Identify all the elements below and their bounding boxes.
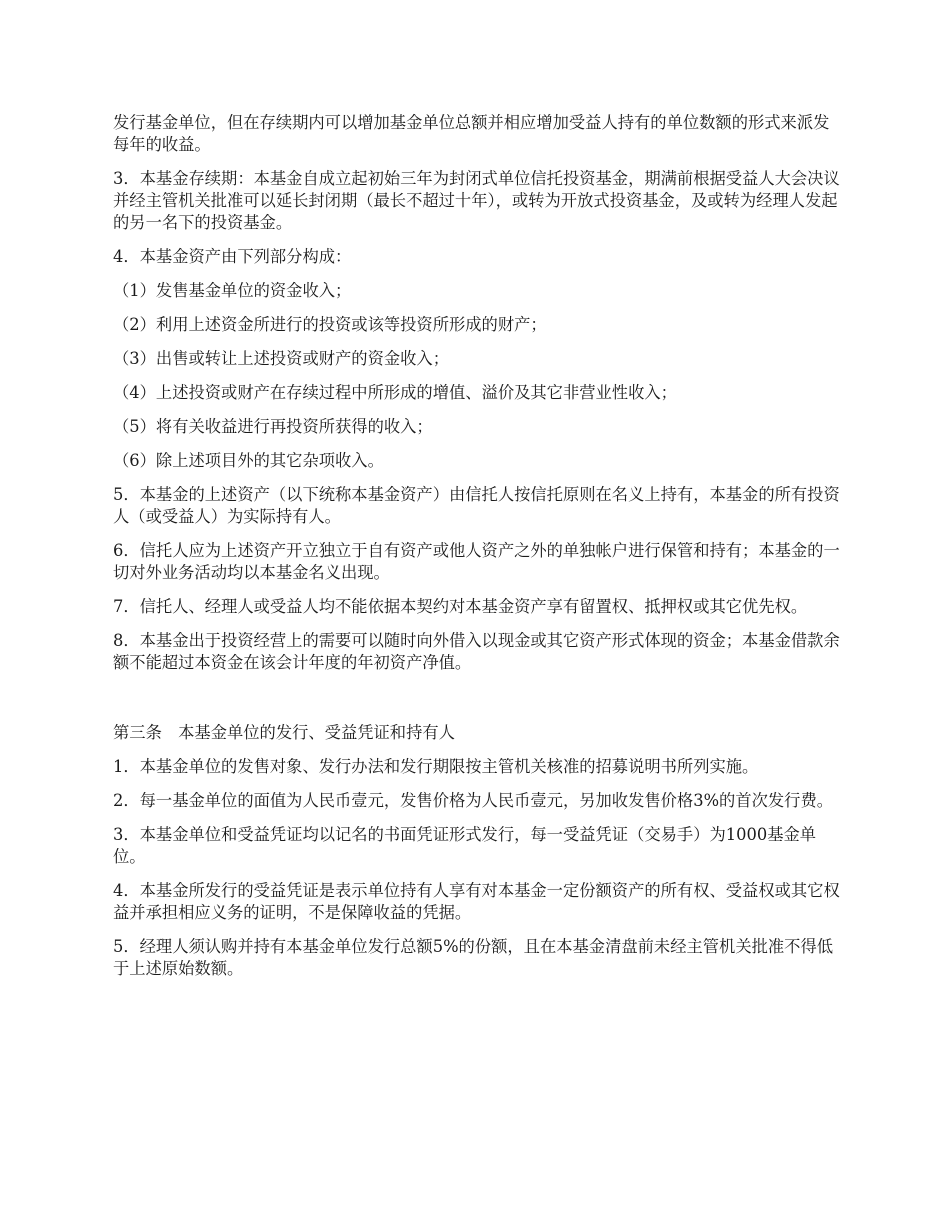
paragraph: 3．本基金存续期：本基金自成立起初始三年为封闭式单位信托投资基金，期满前根据受益人大会决议并经主管机关批准可以延长封闭期（最长不超过十年），或转为开放式投资基金，及或转为经理人发起的另一名下的投资基金。 xyxy=(113,169,840,232)
paragraph: 发行基金单位，但在存续期内可以增加基金单位总额并相应增加受益人持有的单位数额的形式来派发每年的收益。 xyxy=(113,113,830,154)
paragraph: 7．信托人、经理人或受益人均不能依据本契约对本基金资产享有留置权、抵押权或其它优先权。 xyxy=(113,597,808,616)
paragraph: 2．每一基金单位的面值为人民币壹元，发售价格为人民币壹元，另加收发售价格3%的首次发行费。 xyxy=(113,791,834,810)
section-gap xyxy=(113,686,843,722)
list-item: （1）发售基金单位的资金收入； xyxy=(113,281,352,300)
paragraph: 6．信托人应为上述资产开立独立于自有资产或他人资产之外的单独帐户进行保管和持有；本基金的一切对外业务活动均以本基金名义出现。 xyxy=(113,541,840,582)
list-item: （4）上述投资或财产在存续过程中所形成的增值、溢价及其它非营业性收入； xyxy=(113,383,677,402)
list-item: （2）利用上述资金所进行的投资或该等投资所形成的财产； xyxy=(113,315,547,334)
list-item: （3）出售或转让上述投资或财产的资金收入； xyxy=(113,349,449,368)
paragraph: 5．本基金的上述资产（以下统称本基金资产）由信托人按信托原则在名义上持有，本基金的所有投资人（或受益人）为实际持有人。 xyxy=(113,485,840,526)
section-title: 第三条 本基金单位的发行、受益凭证和持有人 xyxy=(113,723,455,742)
paragraph: 5．经理人须认购并持有本基金单位发行总额5%的份额，且在本基金清盘前未经主管机关批准不得低于上述原始数额。 xyxy=(113,937,834,978)
list-item: （6）除上述项目外的其它杂项收入。 xyxy=(113,451,384,470)
paragraph: 4．本基金所发行的受益凭证是表示单位持有人享有对本基金一定份额资产的所有权、受益权或其它权益并承担相应义务的证明，不是保障收益的凭据。 xyxy=(113,881,840,922)
paragraph: 1．本基金单位的发售对象、发行办法和发行期限按主管机关核准的招募说明书所列实施。 xyxy=(113,757,759,776)
paragraph: 4．本基金资产由下列部分构成： xyxy=(113,247,352,266)
paragraph: 8．本基金出于投资经营上的需要可以随时向外借入以现金或其它资产形式体现的资金；本基金借款余额不能超过本资金在该会计年度的年初资产净值。 xyxy=(113,631,840,672)
document-page xyxy=(113,112,843,992)
paragraph: 3．本基金单位和受益凭证均以记名的书面凭证形式发行，每一受益凭证（交易手）为1000基金单位。 xyxy=(113,825,817,866)
list-item: （5）将有关收益进行再投资所获得的收入； xyxy=(113,417,433,436)
